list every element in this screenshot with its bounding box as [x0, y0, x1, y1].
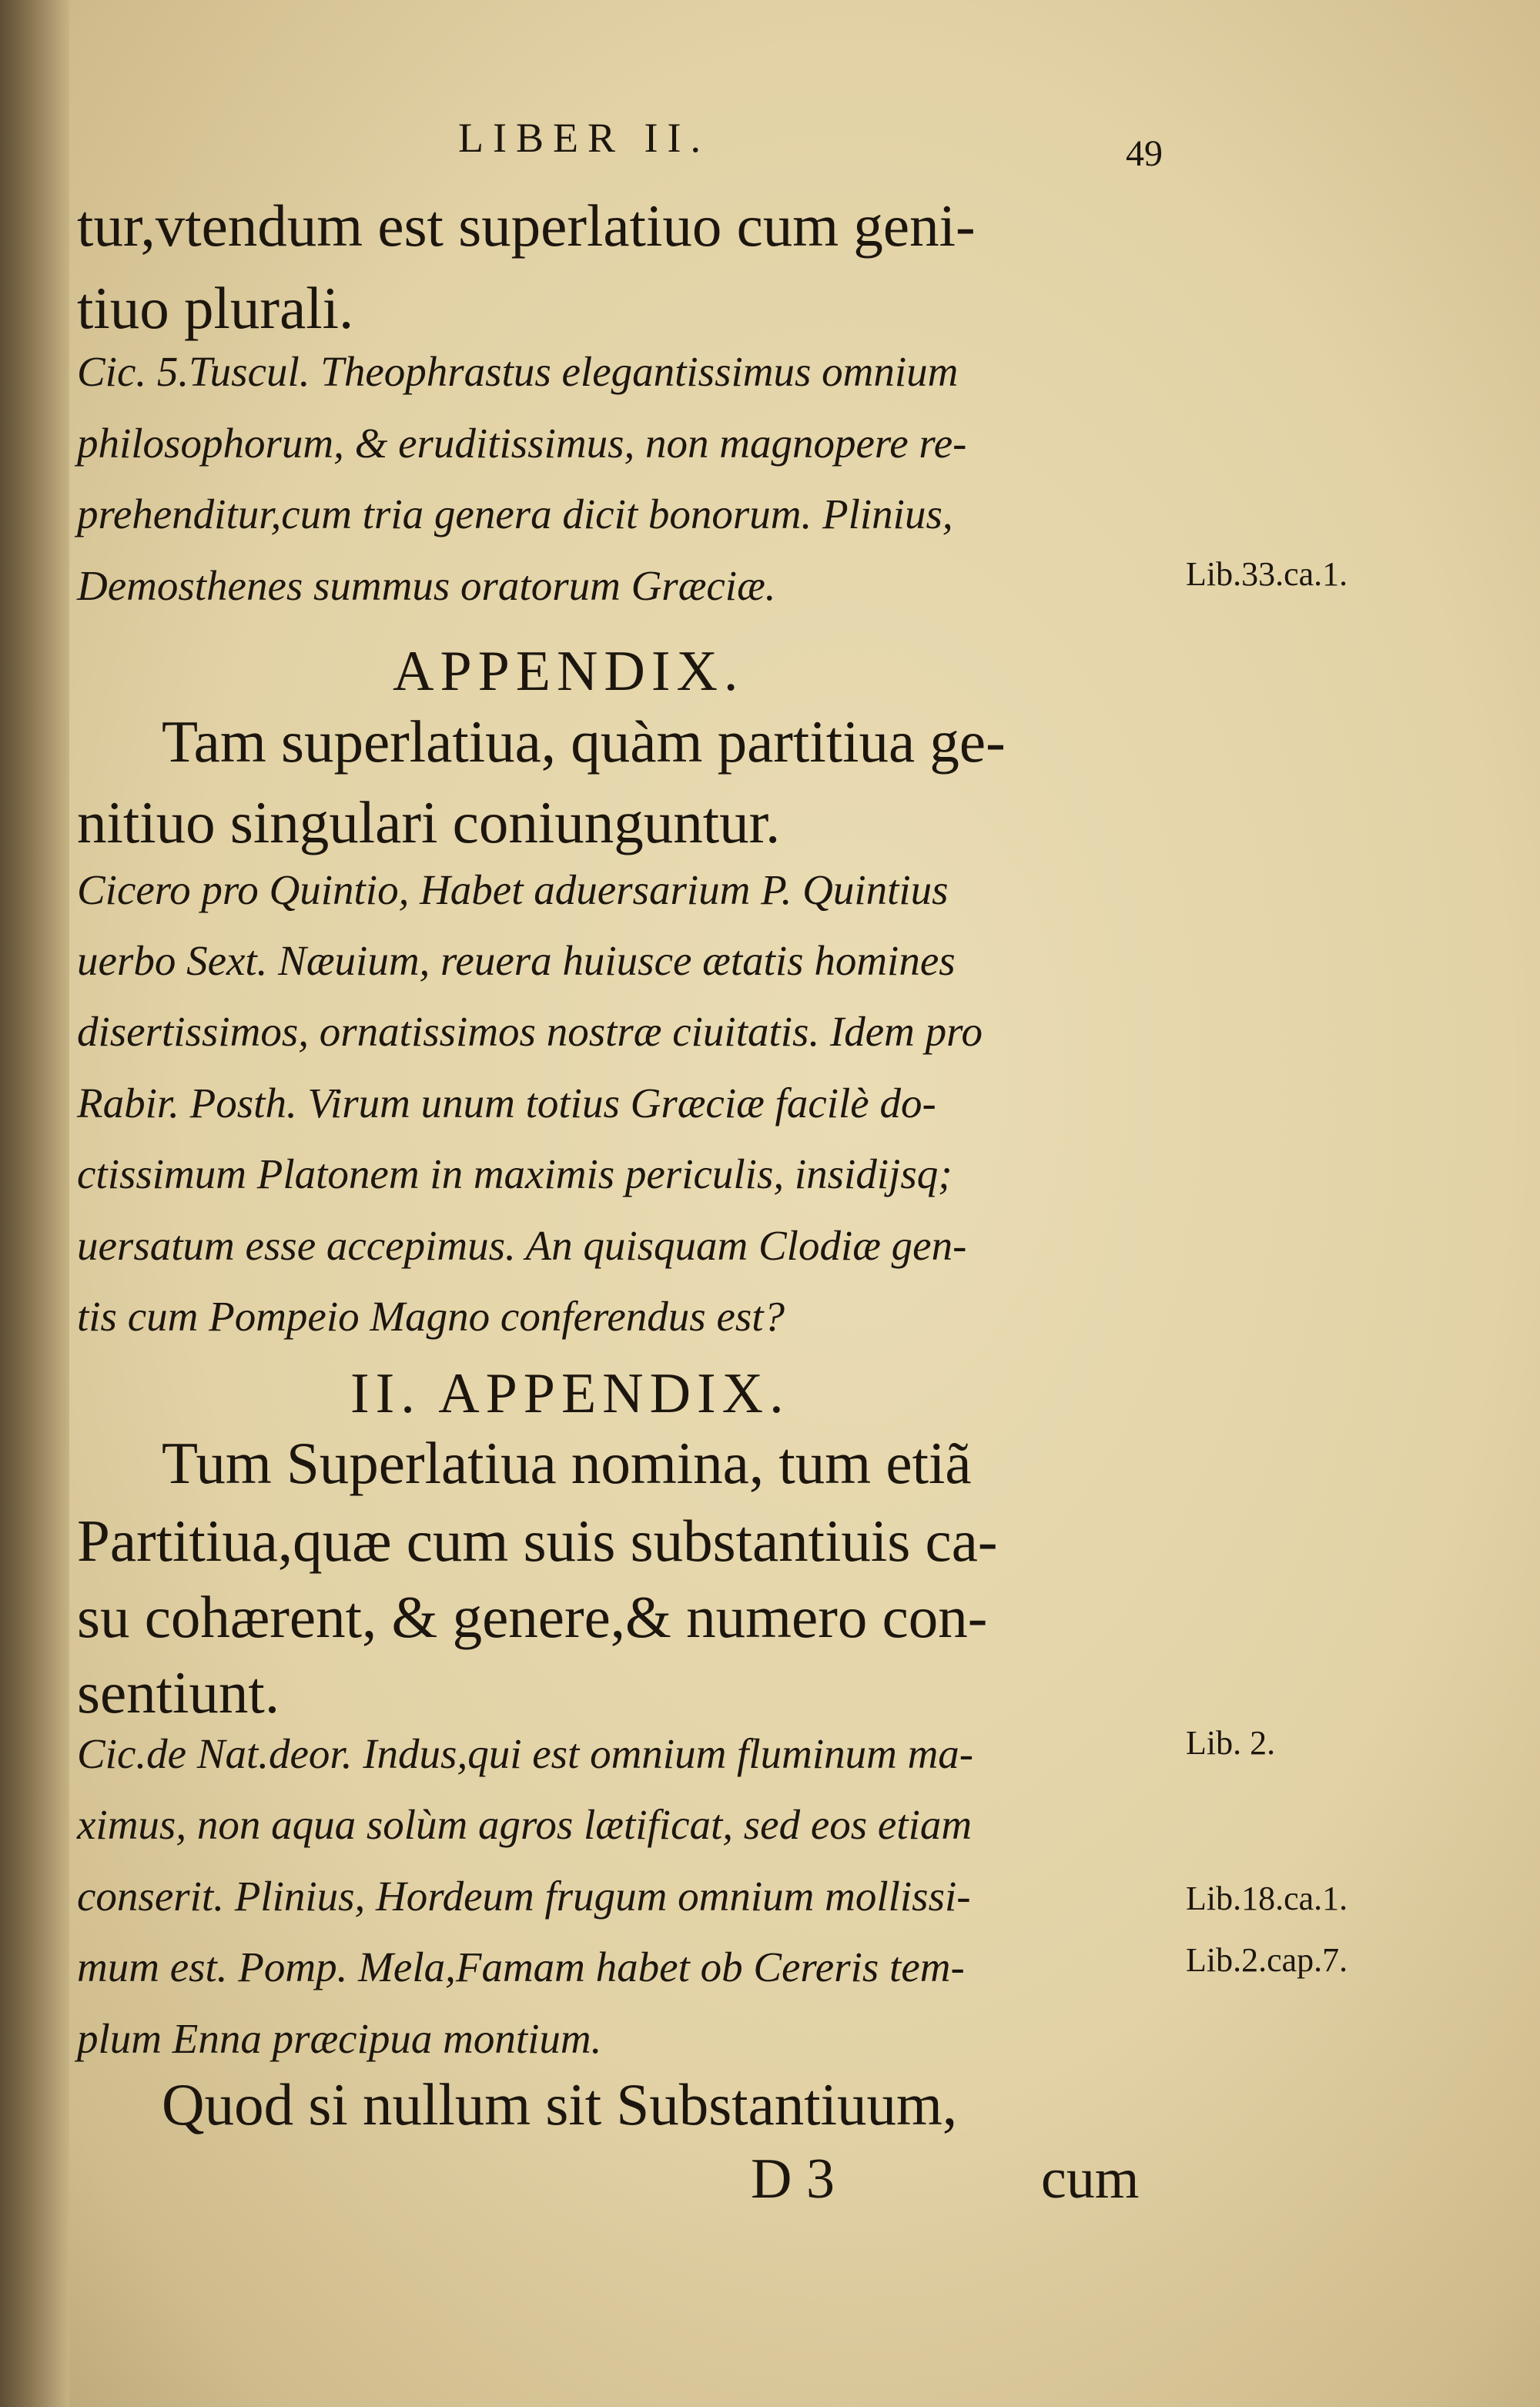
text-line: tur,vtendum est superlatiuo cum geni- [77, 192, 976, 259]
text-line: uersatum esse accepimus. An quisquam Clodiæ gen- [77, 1222, 967, 1269]
text-line: ctissimum Platonem in maximis periculis, insidijsq; [77, 1150, 952, 1197]
section-heading: APPENDIX. [393, 640, 745, 703]
text-line: ximus, non aqua solùm agros lætificat, sed eos etiam [77, 1801, 973, 1848]
running-header: LIBER II. [458, 115, 710, 161]
text-line: Quod si nullum sit Substantiuum, [162, 2071, 958, 2138]
text-line: prehenditur,cum tria genera dicit bonorum. Plinius, [77, 490, 953, 537]
text-line: sentiunt. [77, 1659, 280, 1726]
text-line: Tam superlatiua, quàm partitiua ge- [162, 708, 1006, 775]
text-line: plum Enna præcipua montium. [77, 2015, 602, 2062]
margin-note: Lib.2.cap.7. [1186, 1941, 1348, 1979]
text-line: mum est. Pomp. Mela,Famam habet ob Cereris tem- [77, 1943, 965, 1990]
text-line: nitiuo singulari coniunguntur. [77, 789, 781, 855]
catchword: cum [1041, 2148, 1140, 2211]
text-line: Cic.de Nat.deor. Indus,qui est omnium fluminum ma- [77, 1730, 974, 1777]
margin-note: Lib.33.ca.1. [1186, 555, 1348, 593]
section-heading: II. APPENDIX. [350, 1362, 790, 1425]
text-line: Cic. 5.Tuscul. Theophrastus elegantissimus omnium [77, 348, 959, 395]
text-line: Cicero pro Quintio, Habet aduersarium P. Quintius [77, 866, 949, 913]
text-line: Rabir. Posth. Virum unum totius Græciæ facilè do- [77, 1080, 936, 1127]
binding-gutter [0, 0, 69, 2407]
text-line: tiuo plurali. [77, 275, 354, 341]
page-number: 49 [1126, 133, 1163, 174]
text-line: tis cum Pompeio Magno conferendus est? [77, 1293, 785, 1340]
margin-note: Lib. 2. [1186, 1724, 1276, 1762]
text-line: philosophorum, & eruditissimus, non magnopere re- [77, 420, 967, 467]
text-line: disertissimos, ornatissimos nostræ ciuitatis. Idem pro [77, 1008, 983, 1055]
text-line: Partitiua,quæ cum suis substantiuis ca- [77, 1508, 998, 1574]
text-line: uerbo Sext. Næuium, reuera huiusce ætatis homines [77, 937, 956, 984]
text-line: su cohærent, & genere,& numero con- [77, 1584, 988, 1650]
text-line: Tum Superlatiua nomina, tum etiã [162, 1430, 972, 1496]
text-line: Demosthenes summus oratorum Græciæ. [77, 562, 776, 609]
margin-note: Lib.18.ca.1. [1186, 1880, 1348, 1917]
signature-mark: D 3 [751, 2148, 835, 2211]
text-line: conserit. Plinius, Hordeum frugum omnium mollissi- [77, 1873, 971, 1920]
